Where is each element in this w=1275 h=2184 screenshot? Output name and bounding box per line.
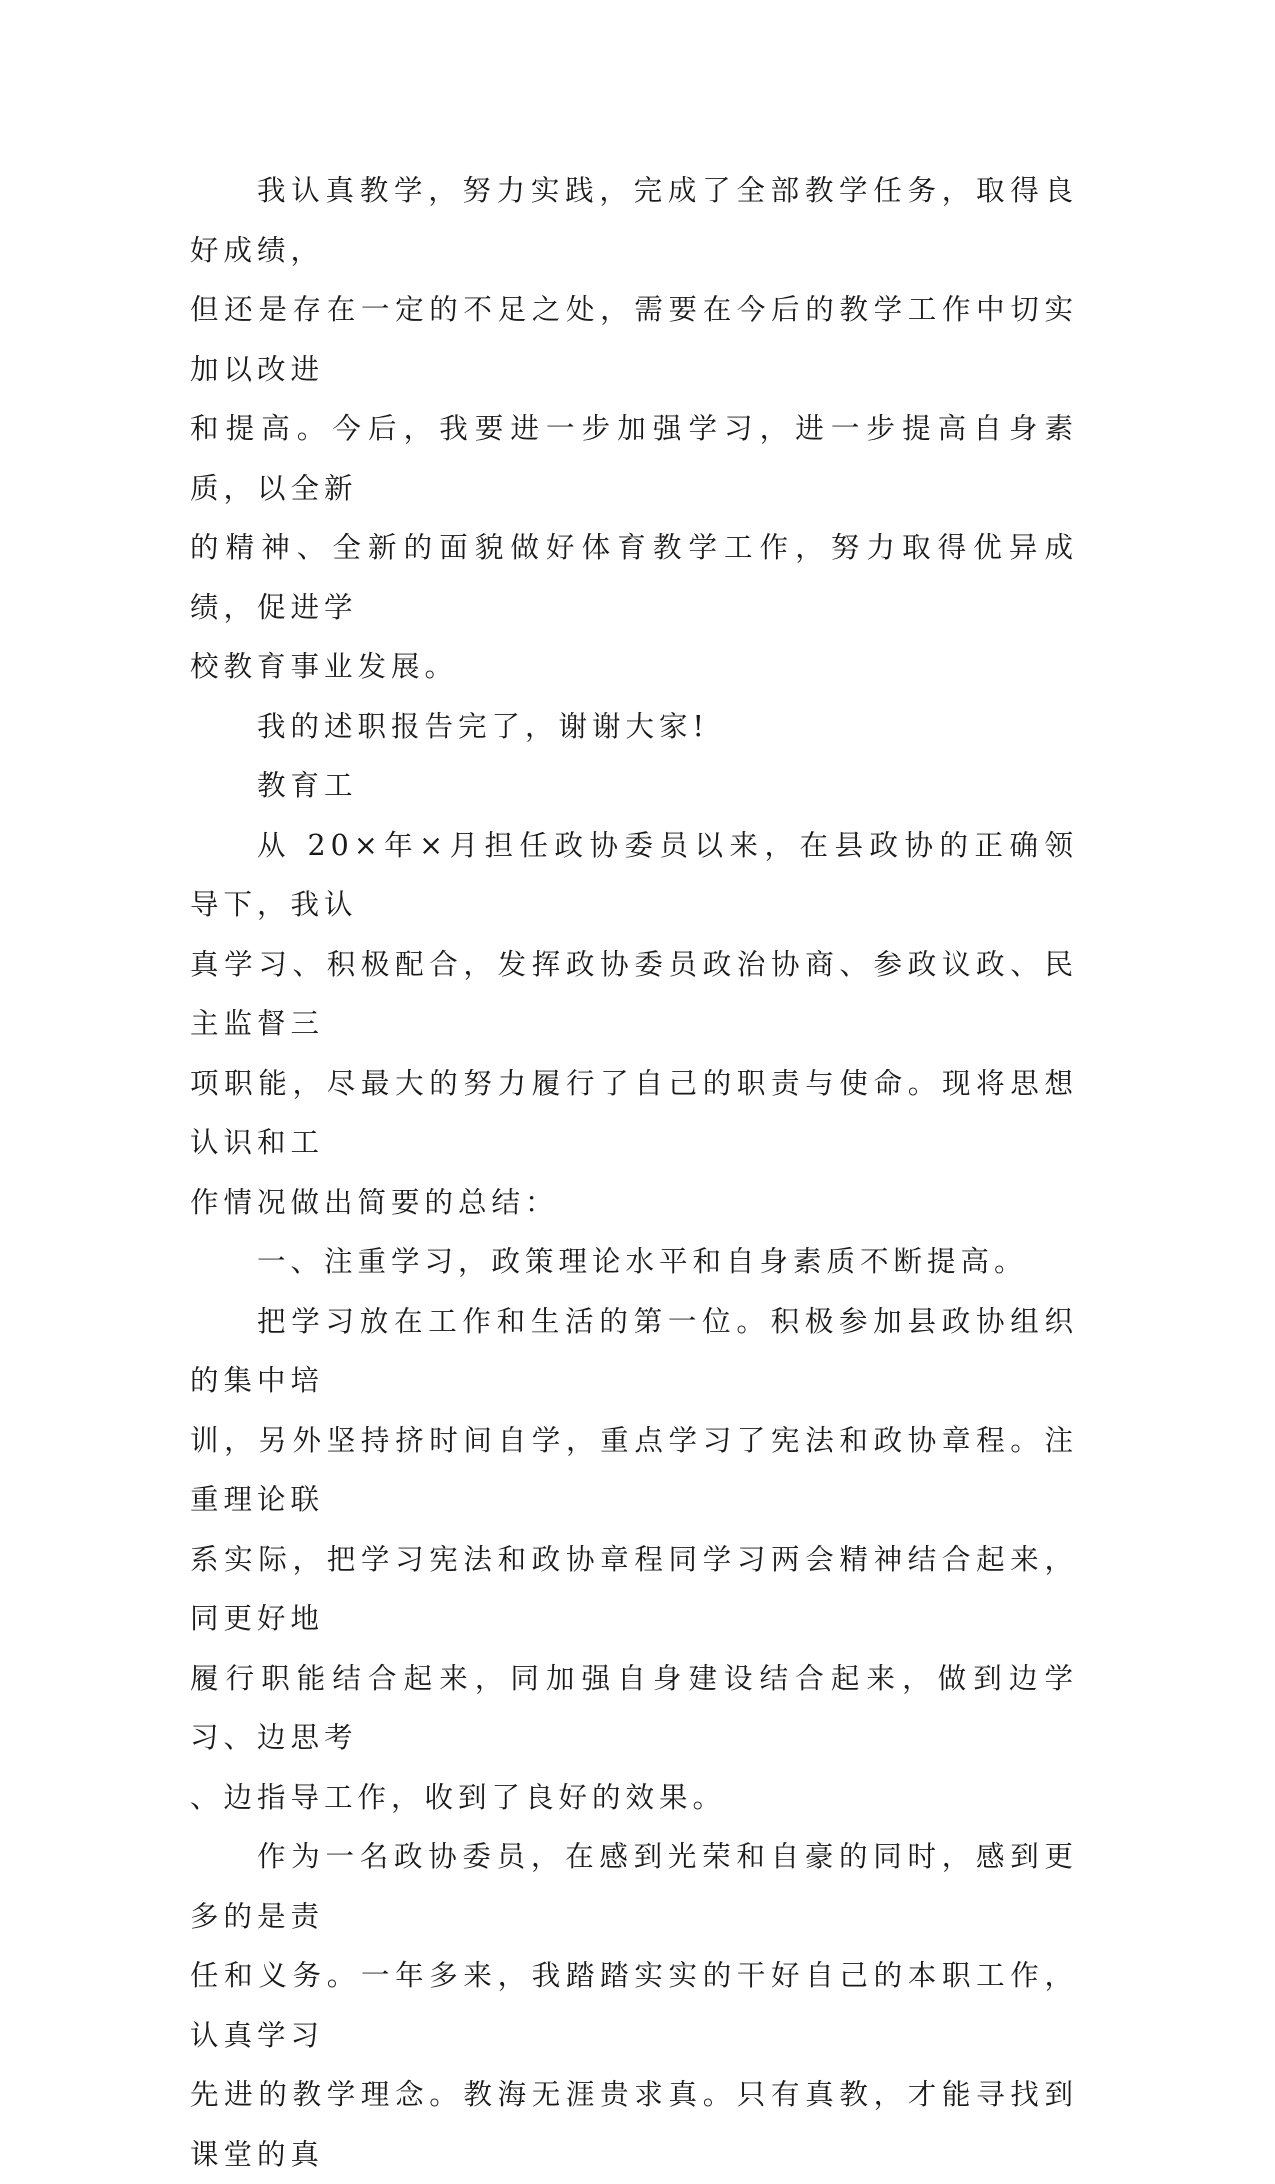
paragraph-section-heading: 教育工 (257, 769, 358, 802)
paragraph-responsibility: 作为一名政协委员，在感到光荣和自豪的同时，感到更多的是责 任和义务。一年多来，我踏踏实实的干好自己的本职工作，认真学习 先进的教学理念。教海无涯贵求真。只有真教，才能寻找到课堂的真 (190, 1840, 1078, 2171)
paragraph-study-details: 把学习放在工作和生活的第一位。积极参加县政协组织的集中培 训，另外坚持挤时间自学，重点学习了宪法和政协章程。注重理论联 系实际，把学习宪法和政协章程同学习两会精神结合起来，同更好地 履行职能结合起来，同加强自身建设结合起来，做到边学习、边思考 、边指导工作，收到了良好的效果。 (190, 1304, 1078, 1814)
paragraph-cppcc-intro: 从 20×年×月担任政协委员以来，在县政协的正确领导下，我认 真学习、积极配合，发挥政协委员政治协商、参政议政、民主监督三 项职能，尽最大的努力履行了自己的职责与使命。现将思想认识和工 作情况做出简要的总结： (190, 828, 1078, 1219)
paragraph-teaching-summary: 我认真教学，努力实践，完成了全部教学任务，取得良好成绩， 但还是存在一定的不足之处，需要在今后的教学工作中切实加以改进 和提高。今后，我要进一步加强学习，进一步提高自身素质，以全新 的精神、全新的面貌做好体育教学工作，努力取得优异成绩，促进学 校教育事业发展。 (190, 174, 1078, 683)
paragraph-closing-thanks: 我的述职报告完了，谢谢大家! (257, 709, 709, 743)
paragraph-subheading-study: 一、注重学习，政策理论水平和自身素质不断提高。 (257, 1245, 1028, 1278)
document-body (190, 161, 1078, 2184)
